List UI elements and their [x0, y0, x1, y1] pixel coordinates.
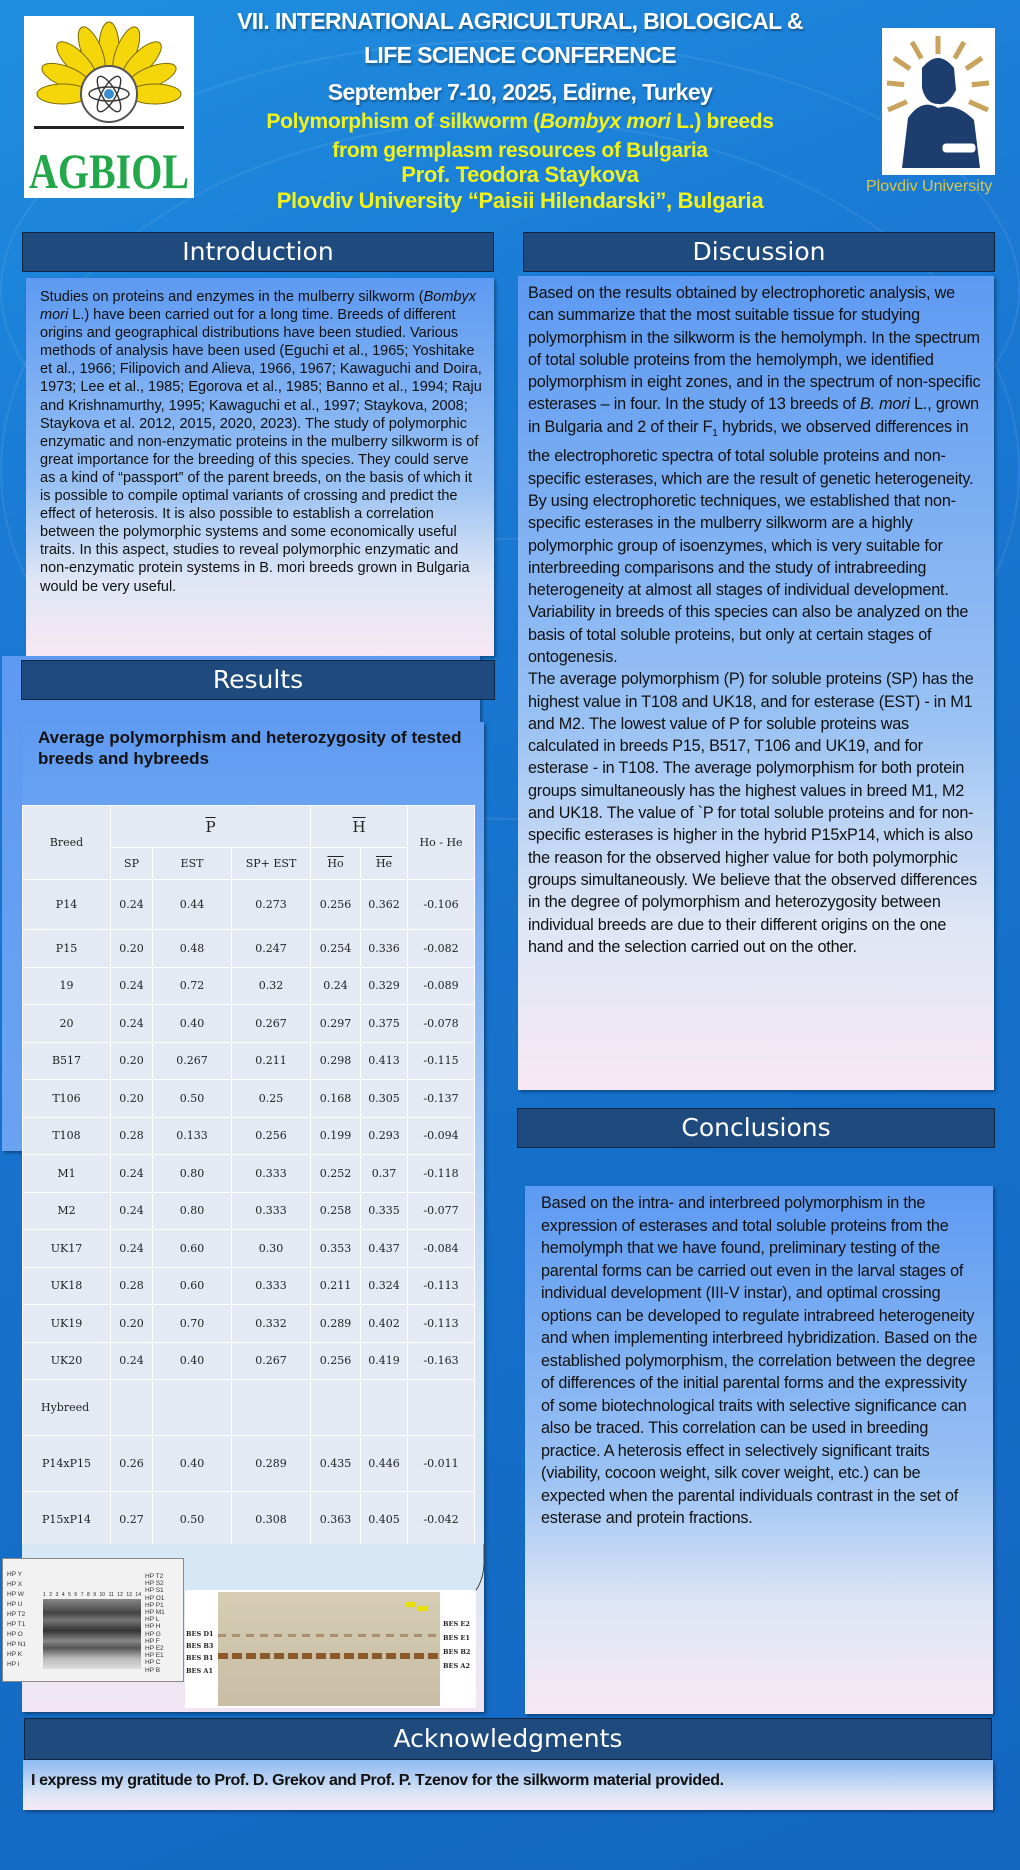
- cell-sp-est: 0.32: [232, 967, 311, 1005]
- cell-he: 0.402: [361, 1305, 408, 1343]
- band-a1: [218, 1653, 440, 1659]
- col-header-sp-est: SP+ EST: [232, 848, 311, 880]
- cell-diff: -0.106: [408, 880, 475, 930]
- cell-sp-est: 0.333: [232, 1267, 311, 1305]
- cell-diff: -0.078: [408, 1005, 475, 1043]
- agbiol-logo: [24, 16, 194, 198]
- bes-band-label: BES E1: [443, 1634, 470, 1642]
- cell-he: 0.336: [361, 930, 408, 968]
- cell-est: 0.80: [153, 1155, 232, 1193]
- table-row: [23, 1305, 475, 1343]
- discussion-heading: Discussion: [523, 232, 995, 272]
- cell-diff: -0.163: [408, 1342, 475, 1380]
- discussion-text: Based on the results obtained by electrophoretic analysis, we can summarize that the most suitable tissue for studying polymorphism in the silkworm is the hemolymph. In the spectrum of total soluble proteins from the hemolymph, we identified polymorphism in eight zones, and in the spectrum of non-specific esterases – in four. In the study of 13 breeds of B. mori L., grown in Bulgaria and 2 of their $F_1$ hybrids, we observed differences in the electrophoretic spectra of total soluble proteins and non-specific esterases, which are the result of genetic heterogeneity. By using electrophoretic techniques, we established that non-specific esterases in the mulberry silkworm are a highly polymorphic group of isoenzymes, which is very suitable for interbreeding comparisons and the study of intrabreeding heterogeneity at almost all stages of individual development. Variability in breeds of this species can also be analyzed on the basis of total soluble proteins, but only at certain stages of ontogenesis. The average polymorphism (P) for soluble proteins (SP) has the highest value in T108 and UK18, and for esterase (EST) - in M1 and M2. The lowest value of P for soluble proteins was calculated in breeds P15, B517, T106 and UK19, and for esterase - in T108. The average polymorphism for both protein groups simultaneously has the highest values in breed M1, M2 and UK18. The value of `P for total soluble proteins and for non-specific esterases is higher in the hybrid P15xP14, which is also the reason for the observed higher value for both polymorphic groups simultaneously. We believe that the observed differences in the degree of polymorphism and heterozygosity between individual breeds are due to their different origins on the one hand and the selection carried out on the other.: [528, 284, 981, 956]
- cell-sp: 0.24: [111, 1192, 153, 1230]
- table-row: [23, 1267, 475, 1305]
- cell-diff: -0.011: [408, 1436, 475, 1492]
- bes-band-label: BES D1: [186, 1630, 214, 1638]
- col-group-header-h: $\overline{H}$: [311, 806, 408, 848]
- cell-breed: P14: [23, 880, 111, 930]
- cell-est: 0.40: [153, 1436, 232, 1492]
- cell-ho: 0.297: [311, 1005, 361, 1043]
- cell-he: 0.419: [361, 1342, 408, 1380]
- cell-sp-est: 0.247: [232, 930, 311, 968]
- cell-diff: -0.084: [408, 1230, 475, 1268]
- cell-ho: 0.252: [311, 1155, 361, 1193]
- cell-sp: 0.26: [111, 1436, 153, 1492]
- gel-band-label: HP O1: [145, 1594, 165, 1602]
- esterase-gel-image: [185, 1590, 476, 1708]
- table-row: [23, 1080, 475, 1118]
- cell-breed: UK20: [23, 1342, 111, 1380]
- table-row: [23, 1492, 475, 1548]
- conclusions-heading: Conclusions: [517, 1108, 995, 1148]
- cell-breed: M1: [23, 1155, 111, 1193]
- cell-diff: -0.082: [408, 930, 475, 968]
- gel-band-label: HP G: [145, 1630, 161, 1638]
- cell-est: 0.267: [153, 1042, 232, 1080]
- cell-est: [153, 1380, 232, 1436]
- gel-band-label: HP W: [7, 1591, 24, 1598]
- cell-sp: 0.20: [111, 1305, 153, 1343]
- cell-sp: 0.24: [111, 880, 153, 930]
- table-row: [23, 880, 475, 930]
- cell-he: 0.405: [361, 1492, 408, 1548]
- cell-ho: 0.256: [311, 880, 361, 930]
- cell-breed: 20: [23, 1005, 111, 1043]
- introduction-text: Studies on proteins and enzymes in the mulberry silkworm (Bombyx mori L.) have been carried out for a long time. Breeds of different origins and geographical distributions have been studied. Various methods of analysis have been used (Eguchi et al., 1965; Yoshitake et al., 1966; Filipovich and Alieva, 1966, 1967; Kawaguchi and Doira, 1973; Lee et al., 1985; Egorova et al., 1985; Banno et al., 1994; Raju and Krishnamurthy, 1995; Kawaguchi et al., 1997; Staykova, 2008; Staykova et al. 2012, 2015, 2020, 2023). The study of polymorphic enzymatic and non-enzymatic proteins in the mulberry silkworm is of great importance for the breeding of this species. They could serve as a kind of “passport” of the parent breeds, on the basis of which it is possible to compile optimal variants of crossing and predict the effect of heterosis. It is also possible to establish a correlation between the polymorphic systems and some economically useful traits. In this aspect, studies to reveal polymorphic enzymatic and non-enzymatic protein systems in B. mori breeds grown in Bulgaria would be very useful.: [40, 289, 482, 595]
- cell-breed: 19: [23, 967, 111, 1005]
- results-table: [22, 805, 475, 1548]
- conclusions-panel: [525, 1186, 993, 1714]
- agbiol-logo-text: AGBIOL: [29, 143, 189, 199]
- cell-est: 0.48: [153, 930, 232, 968]
- col-header-breed: Breed: [23, 806, 111, 880]
- gel-lane-number: 12: [117, 1592, 123, 1598]
- cell-breed: UK18: [23, 1267, 111, 1305]
- gel-lane-number: 14: [135, 1592, 141, 1598]
- gel-band-label: HP C: [145, 1659, 161, 1667]
- cell-diff: -0.077: [408, 1192, 475, 1230]
- cell-breed: UK19: [23, 1305, 111, 1343]
- conference-title-line2: LIFE SCIENCE CONFERENCE: [363, 42, 677, 68]
- gel-lane-number: 8: [86, 1592, 90, 1598]
- cell-sp: 0.20: [111, 1042, 153, 1080]
- cell-est: 0.40: [153, 1342, 232, 1380]
- gel-lane-number: 7: [80, 1592, 84, 1598]
- cell-breed: P15xP14: [23, 1492, 111, 1548]
- bes-band-label: BES E2: [443, 1620, 470, 1628]
- gel-band-label: HP S2: [145, 1580, 164, 1588]
- cell-est: 0.70: [153, 1305, 232, 1343]
- cell-breed: B517: [23, 1042, 111, 1080]
- cell-diff: -0.137: [408, 1080, 475, 1118]
- table-row: [23, 1380, 475, 1436]
- gel-band-label: HP H: [145, 1623, 161, 1631]
- gel-band-label: HP E2: [145, 1645, 164, 1652]
- gel-band-label: HP O: [7, 1631, 23, 1638]
- cell-he: 0.413: [361, 1042, 408, 1080]
- cell-he: 0.362: [361, 880, 408, 930]
- author-affiliation: Plovdiv University “Paisii Hilendarski”, Bulgaria: [276, 188, 764, 213]
- table-row: [23, 1342, 475, 1380]
- cell-diff: -0.113: [408, 1305, 475, 1343]
- gel-band-label: HP Y: [7, 1571, 22, 1578]
- gel-band-label: HP T2: [7, 1611, 26, 1618]
- gel-lane-number: 10: [99, 1592, 106, 1598]
- col-header-ho: $\overline{Ho}$: [311, 848, 361, 880]
- acknowledgments-heading: Acknowledgments: [24, 1718, 992, 1760]
- cell-he: 0.305: [361, 1080, 408, 1118]
- cell-sp-est: 0.333: [232, 1192, 311, 1230]
- results-heading: Results: [21, 660, 495, 700]
- cell-he: 0.37: [361, 1155, 408, 1193]
- introduction-heading: Introduction: [22, 232, 494, 272]
- results-table-title: Average polymorphism and heterozygosity of tested breeds and hybreeds: [38, 728, 462, 768]
- gel-lane-number: 11: [108, 1592, 114, 1598]
- col-header-sp: SP: [111, 848, 153, 880]
- cell-sp-est: 0.273: [232, 880, 311, 930]
- cell-he: 0.329: [361, 967, 408, 1005]
- cell-sp: 0.24: [111, 967, 153, 1005]
- gel-band-label: HP X: [7, 1581, 23, 1588]
- table-row: [23, 1005, 475, 1043]
- cell-est: 0.72: [153, 967, 232, 1005]
- bes-band-label: BES B2: [443, 1648, 471, 1656]
- band-b: [218, 1634, 440, 1637]
- cell-est: 0.133: [153, 1117, 232, 1155]
- cell-sp-est: 0.289: [232, 1436, 311, 1492]
- cell-sp-est: 0.25: [232, 1080, 311, 1118]
- bes-band-label: BES A2: [443, 1662, 470, 1670]
- gel-band-label: HP N1: [7, 1641, 27, 1648]
- cell-breed: UK17: [23, 1230, 111, 1268]
- cell-sp: 0.24: [111, 1155, 153, 1193]
- cell-diff: [408, 1380, 475, 1436]
- col-header-ho-he: Ho - He: [408, 806, 475, 880]
- yellow-marker: [418, 1606, 428, 1611]
- conclusions-text: Based on the intra- and interbreed polymorphism in the expression of esterases and total soluble proteins from the hemolymph that we have found, preliminary testing of the parental forms can be carried out even in the larval stages of individual development (III-V instar), and optimal crossing options can be developed to regulate intrabreed heterogeneity and when implementing interbreed hybridization. Based on the established polymorphism, the correlation between the degree of differences of the initial parental forms and the expressivity of some biotechnological traits with selective significance can also be traced. This correlation can be used in breeding practice. A heterosis effect in selectively significant traits (viability, cocoon weight, silk cover weight, etc.) can be expected when the parental individuals contrast in the set of esterase and protein fractions.: [541, 1194, 978, 1527]
- cell-ho: 0.168: [311, 1080, 361, 1118]
- cell-breed: P15: [23, 930, 111, 968]
- gel-band-label: HP T1: [7, 1621, 26, 1628]
- cell-breed: M2: [23, 1192, 111, 1230]
- results-table-wrap: [22, 805, 474, 1548]
- cell-sp-est: 0.332: [232, 1305, 311, 1343]
- gel-band-label: HP L: [145, 1616, 160, 1624]
- cell-sp: 0.24: [111, 1230, 153, 1268]
- cell-ho: 0.256: [311, 1342, 361, 1380]
- cell-ho: 0.289: [311, 1305, 361, 1343]
- cell-he: [361, 1380, 408, 1436]
- cell-ho: 0.211: [311, 1267, 361, 1305]
- cell-sp: 0.24: [111, 1342, 153, 1380]
- table-row: [23, 930, 475, 968]
- gel-lane-number: 1: [43, 1592, 46, 1598]
- cell-sp: [111, 1380, 153, 1436]
- esterase-gel: [218, 1592, 440, 1706]
- cell-ho: [311, 1380, 361, 1436]
- acknowledgments-text: I express my gratitude to Prof. D. Grekov and Prof. P. Tzenov for the silkworm material provided.: [31, 1772, 724, 1789]
- cell-sp-est: 0.256: [232, 1117, 311, 1155]
- cell-sp-est: [232, 1380, 311, 1436]
- table-row: [23, 1230, 475, 1268]
- cell-est: 0.80: [153, 1192, 232, 1230]
- gel-lane-number: 13: [126, 1592, 132, 1598]
- cell-ho: 0.298: [311, 1042, 361, 1080]
- cell-est: 0.44: [153, 880, 232, 930]
- sunflower-icon: [34, 22, 184, 129]
- acknowledgments-panel: [23, 1760, 993, 1810]
- col-header-est: EST: [153, 848, 232, 880]
- gel-band-label: HP F: [145, 1637, 160, 1645]
- gel-band-label: HP P1: [145, 1601, 164, 1609]
- cell-sp: 0.20: [111, 930, 153, 968]
- cell-ho: 0.353: [311, 1230, 361, 1268]
- cell-est: 0.60: [153, 1267, 232, 1305]
- bes-band-label: BES A1: [186, 1667, 213, 1675]
- cell-he: 0.324: [361, 1267, 408, 1305]
- cell-ho: 0.199: [311, 1117, 361, 1155]
- cell-diff: -0.115: [408, 1042, 475, 1080]
- conference-title-line1: VII. INTERNATIONAL AGRICULTURAL, BIOLOGICAL &: [237, 8, 803, 34]
- cell-breed: P14xP15: [23, 1436, 111, 1492]
- gel-lane-number: 4: [61, 1592, 65, 1598]
- author-name: Prof. Teodora Staykova: [401, 162, 639, 187]
- introduction-panel: [26, 278, 494, 656]
- cell-diff: -0.094: [408, 1117, 475, 1155]
- gel-band-label: HP T2: [145, 1573, 164, 1580]
- cell-sp-est: 0.267: [232, 1342, 311, 1380]
- discussion-panel: [518, 276, 994, 1090]
- gel-band-label: HP M1: [145, 1609, 165, 1616]
- gel-lane-number: 5: [68, 1592, 71, 1598]
- cell-breed: T106: [23, 1080, 111, 1118]
- cell-he: 0.437: [361, 1230, 408, 1268]
- cell-he: 0.293: [361, 1117, 408, 1155]
- yellow-marker: [406, 1602, 416, 1607]
- gel-band-label: HP B: [145, 1666, 161, 1674]
- gel-lanes: [43, 1599, 141, 1669]
- cell-breed: Hybreed: [23, 1380, 111, 1436]
- gel-band-label: HP U: [7, 1601, 23, 1608]
- cell-sp: 0.27: [111, 1492, 153, 1548]
- cell-diff: -0.118: [408, 1155, 475, 1193]
- gel-lane-number: 3: [55, 1592, 59, 1598]
- cell-breed: T108: [23, 1117, 111, 1155]
- gel-band-label: HP E1: [145, 1652, 164, 1660]
- plovdiv-university-caption: Plovdiv University: [866, 178, 993, 195]
- cell-ho: 0.435: [311, 1436, 361, 1492]
- gel-lane-numbers: [43, 1592, 141, 1598]
- plovdiv-university-logo: [882, 28, 995, 175]
- cell-sp: 0.28: [111, 1267, 153, 1305]
- cell-ho: 0.24: [311, 967, 361, 1005]
- table-row: [23, 1155, 475, 1193]
- cell-est: 0.50: [153, 1080, 232, 1118]
- cell-sp: 0.24: [111, 1005, 153, 1043]
- cell-sp: 0.28: [111, 1117, 153, 1155]
- table-row: [23, 1117, 475, 1155]
- cell-ho: 0.254: [311, 930, 361, 968]
- cell-sp-est: 0.308: [232, 1492, 311, 1548]
- gel-lane-number: 2: [49, 1592, 53, 1598]
- cell-sp-est: 0.333: [232, 1155, 311, 1193]
- protein-gel-image: [2, 1558, 184, 1682]
- cell-est: 0.50: [153, 1492, 232, 1548]
- bes-band-label: BES B3: [186, 1642, 214, 1650]
- conference-date-place: September 7-10, 2025, Edirne, Turkey: [327, 79, 713, 105]
- cell-diff: -0.113: [408, 1267, 475, 1305]
- cell-est: 0.60: [153, 1230, 232, 1268]
- gel-lane-number: 9: [93, 1592, 97, 1598]
- gel-band-label: HP I: [7, 1661, 20, 1668]
- poster-title-line2: from germplasm resources of Bulgaria: [332, 139, 708, 162]
- results-table-body: [23, 880, 475, 1548]
- cell-diff: -0.089: [408, 967, 475, 1005]
- cell-diff: -0.042: [408, 1492, 475, 1548]
- cell-sp: 0.20: [111, 1080, 153, 1118]
- cell-sp-est: 0.211: [232, 1042, 311, 1080]
- col-group-header-p: $\overline{P}$: [111, 806, 311, 848]
- cell-est: 0.40: [153, 1005, 232, 1043]
- poster-title-line1: Polymorphism of silkworm (Bombyx mori L.) breeds: [266, 110, 774, 133]
- cell-he: 0.446: [361, 1436, 408, 1492]
- col-header-he: $\overline{He}$: [361, 848, 408, 880]
- cell-sp-est: 0.30: [232, 1230, 311, 1268]
- cell-he: 0.335: [361, 1192, 408, 1230]
- gel-band-label: HP K: [7, 1651, 23, 1658]
- cell-he: 0.375: [361, 1005, 408, 1043]
- table-row: [23, 967, 475, 1005]
- gel-band-label: HP S1: [145, 1587, 164, 1595]
- bes-band-label: BES B1: [186, 1654, 214, 1662]
- table-row: [23, 1192, 475, 1230]
- cell-ho: 0.258: [311, 1192, 361, 1230]
- table-row: [23, 1042, 475, 1080]
- table-row: [23, 1436, 475, 1492]
- cell-sp-est: 0.267: [232, 1005, 311, 1043]
- cell-ho: 0.363: [311, 1492, 361, 1548]
- gel-lane-number: 6: [74, 1592, 78, 1598]
